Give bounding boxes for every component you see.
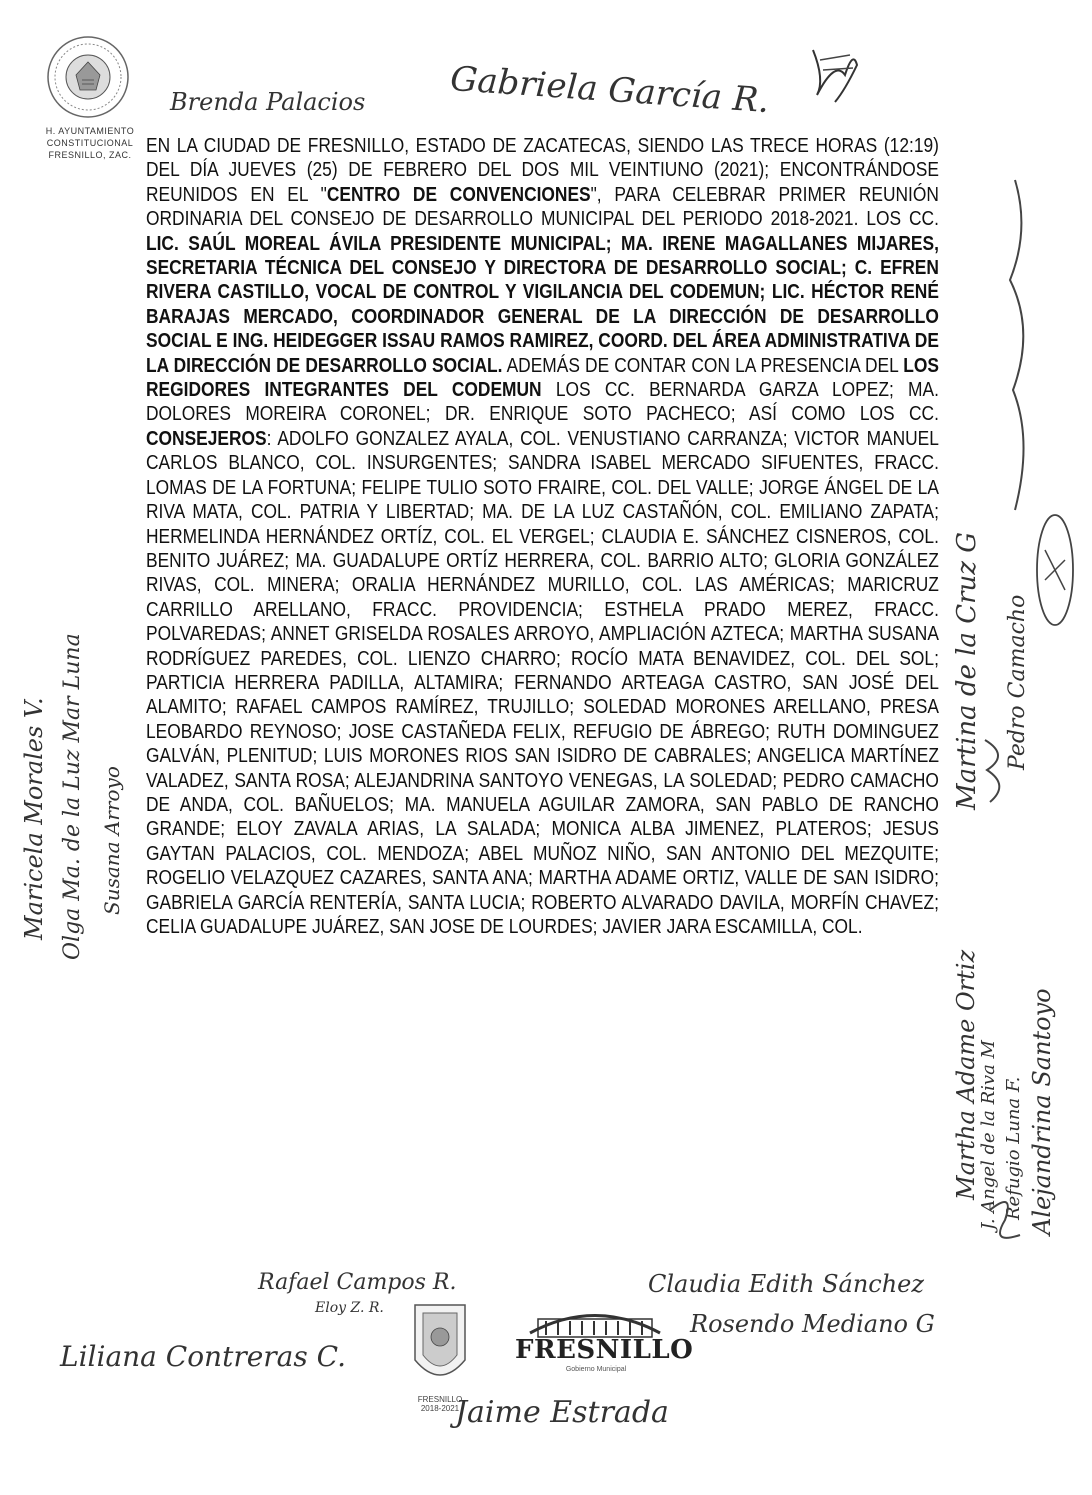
signature-left-3: Susana Arroyo	[100, 766, 124, 915]
signature-left-1: Maricela Morales V.	[20, 697, 48, 940]
signature-left-2: Olga Ma. de la Luz Mar Luna	[60, 633, 85, 960]
text-segment: : ADOLFO GONZALEZ AYALA, COL. VENUSTIANO CARRANZA; VICTOR MANUEL CARLOS BLANCO, COL. INSURGENTES; SANDRA ISABEL MERCADO SIFUENTES, FRACC. LOMAS DE LA FORTUNA; FELIPE TULIO SOTO FRAIRE, COL. DEL VALLE; JORGE ÁNGEL DE LA RIVA MATA, COL. PATRIA Y LIBERTAD; MA. DE LA LUZ CASTAÑÓN, COL. EMILIANO ZAPATA; HERMELINDA HERNÁNDEZ ORTÍZ, COL. EL VERGEL; CLAUDIA E. SÁNCHEZ CISNEROS, COL. BENITO JUÁREZ; MA. GUADALUPE ORTÍZ HERRERA, COL. BARRIO ALTO; GLORIA GONZÁLEZ RIVAS, COL. MINERA; ORALIA HERNÁNDEZ MURILLO, COL. LAS AMÉRICAS; MARICRUZ CARRILLO ARELLANO, FRACC. PROVIDENCIA; ESTHELA PRADO MEREZ, FRACC. POLVAREDAS; ANNET GRISELDA ROSALES ARROYO, AMPLIACIÓN AZTECA; MARTHA SUSANA RODRÍGUEZ PAREDES, COL. LIENZO CHARRO; ROCÍO MATA BENAVIDEZ, COL. DEL SOL; PARTICIA HERRERA PADILLA, ALTAMIRA; FERNANDO ARTEAGA CASTRO, SAN JOSÉ DEL ALAMITO; RAFAEL CAMPOS RAMÍREZ, TRUJILLO; SOLEDAD MORONES ARELLANO, PRESA LEOBARDO REYNOSO; JOSE CASTAÑEDA FELIX, REFUGIO DE ÁBREGO; RUTH DOMINGUEZ GALVÁN, PLENITUD; LUIS MORONES RIOS SAN ISIDRO DE CABRALES; ANGELICA MARTÍNEZ VALADEZ, SANTA ROSA; ALEJANDRINA SANTOYO VENEGAS, LA SOLEDAD; PEDRO CAMACHO DE ANDA, COL. BAÑUELOS; MA. MANUELA AGUILAR ZAMORA, SAN PABLO DE RANCHO GRANDE; ELOY ZAVALA ARIAS, LA SALADA; MONICA ALBA JIMENEZ, PLATEROS; JESUS GAYTAN PALACIOS, COL. MENDOZA; ABEL MUÑOZ NIÑO, SAN ANTONIO DEL MEZQUITE; ROGELIO VELAZQUEZ CAZARES, SANTA ANA; MARTHA ADAME ORTIZ, VALLE DE SAN ISIDRO; GABRIELA GARCÍA RENTERÍA, SANTA LUCIA; ROBERTO ALVARADO DAVILA, MORFÍN CHAVEZ; CELIA GUADALUPE JUÁREZ, SAN JOSE DE LOURDES; JAVIER JARA ESCAMILLA, COL.	[146, 427, 939, 938]
municipal-seal	[38, 30, 138, 125]
scribble-signature-right-mid	[1030, 510, 1080, 630]
minutes-paragraph	[146, 134, 939, 939]
seal-caption-line-1: FRESNILLO	[417, 1395, 463, 1404]
scribble-signature-right-low	[975, 730, 1015, 810]
text-segment: LOS CC. BERNARDA GARZA LOPEZ; MA. DOLORES MOREIRA CORONEL; DR. ENRIQUE SOTO PACHECO; ASÍ COMO LOS CC.	[146, 379, 939, 426]
signature-bottom-3: Claudia Edith Sánchez	[648, 1270, 925, 1298]
signature-right-3: Martha Adame Ortiz	[952, 949, 980, 1200]
signature-bottom-6: Jaime Estrada	[455, 1395, 669, 1430]
signature-top-center: Gabriela García R.	[448, 58, 771, 122]
signature-right-2: Pedro Camacho	[1005, 594, 1030, 770]
logo-name: FRESNILLO	[515, 1335, 694, 1365]
signature-right-4: J. Angel de la Riva M	[978, 1040, 999, 1230]
signature-bottom-5: Liliana Contreras C.	[60, 1340, 346, 1373]
council-line-2: CONSTITUCIONAL	[46, 138, 134, 148]
signature-bottom-2: Eloy Z. R.	[315, 1300, 384, 1316]
council-line-3: FRESNILLO, ZAC.	[48, 150, 132, 160]
text-segment: ADEMÁS DE CONTAR CON LA PRESENCIA DEL	[502, 354, 904, 377]
seal-caption-line-2: 2018-2021	[420, 1404, 460, 1413]
logo-tagline: Gobierno Municipal	[565, 1366, 627, 1373]
signature-right-5: Refugio Luna F.	[1003, 1076, 1024, 1220]
signature-top-left: Brenda Palacios	[170, 88, 366, 116]
scribble-signature-top-right	[805, 40, 865, 110]
footer-seal-icon	[405, 1295, 475, 1395]
scribble-signature-right-bottom	[985, 1190, 1025, 1250]
council-line-1: H. AYUNTAMIENTO	[45, 126, 135, 136]
bold-segment: CENTRO DE CONVENCIONES	[326, 183, 591, 206]
bold-segment: LOS REGIDORES INTEGRANTES DEL CODEMUN	[146, 354, 939, 402]
signature-right-6: Alejandrina Santoyo	[1028, 988, 1056, 1235]
signature-bottom-1: Rafael Campos R.	[258, 1270, 457, 1295]
footer-seal-caption	[395, 1395, 485, 1413]
council-caption	[38, 125, 142, 161]
signature-bottom-4: Rosendo Mediano G	[690, 1310, 935, 1338]
signature-right-1: Martina de la Cruz G	[952, 531, 982, 810]
text-segment: EN LA CIUDAD DE FRESNILLO, ESTADO DE ZACATECAS, SIENDO LAS TRECE HORAS (12:19) DEL DÍA JUEVES (25) DE FEBRERO DEL DOS MIL VEINTIUNO (2021); ENCONTRÁNDOSE REUNIDOS EN EL "	[146, 135, 939, 206]
bold-segment: LIC. SAÚL MOREAL ÁVILA PRESIDENTE MUNICIPAL; MA. IRENE MAGALLANES MIJARES, SECRETARIA TÉCNICA DEL CONSEJO Y DIRECTORA DE DESARROLLO SOCIAL; C. EFREN RIVERA CASTILLO, VOCAL DE CONTROL Y VIGILANCIA DEL CODEMUN; LIC. HÉCTOR RENÉ BARAJAS MERCADO, COORDINADOR GENERAL DE LA DIRECCIÓN DE DESARROLLO SOCIAL E ING. HEIDEGGER ISSAU RAMOS RAMIREZ, COORD. DEL ÁREA ADMINISTRATIVA DE LA DIRECCIÓN DE DESARROLLO SOCIAL.	[146, 232, 939, 377]
bold-segment: CONSEJEROS	[146, 427, 267, 450]
scribble-signature-right-top	[985, 170, 1045, 520]
text-segment: ", PARA CELEBRAR PRIMER REUNIÓN ORDINARIA DEL CONSEJO DE DESARROLLO MUNICIPAL DEL PERIODO 2018-2021. LOS CC.	[146, 183, 939, 231]
